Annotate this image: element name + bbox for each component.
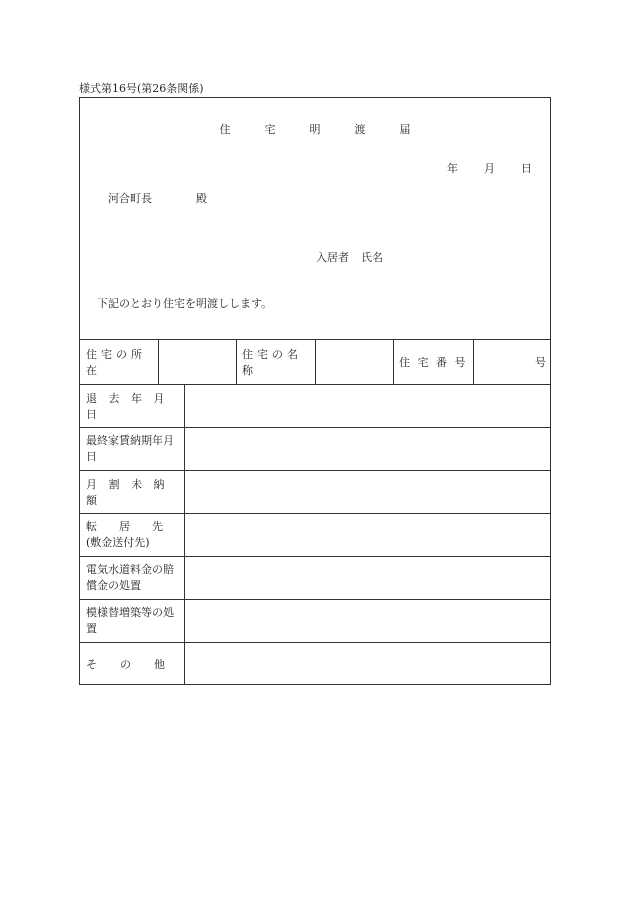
resident-line: [316, 249, 383, 265]
renovation-handling-input[interactable]: [185, 599, 552, 642]
divider: [236, 339, 237, 384]
renovation-handling-label: 模様替増築等の処置: [86, 605, 174, 635]
move-out-date-input[interactable]: [185, 384, 552, 427]
unpaid-amount-input[interactable]: [185, 470, 552, 513]
date-line: [421, 160, 532, 176]
housing-name-label: 住宅の名称: [242, 347, 302, 377]
housing-name-input[interactable]: [316, 339, 393, 384]
date-day: 日: [521, 162, 532, 175]
forwarding-address-label: 転 居 先(敷金送付先): [86, 519, 163, 549]
housing-number-suffix: 号: [535, 355, 546, 369]
form-number: 様式第16号(第26条関係): [79, 82, 204, 95]
addressee-honorific: 殿: [196, 192, 207, 205]
resident-label: 入居者: [316, 251, 349, 264]
forwarding-address-input[interactable]: [185, 513, 552, 556]
move-out-date-label: 退 去 年 月 日: [86, 391, 169, 421]
addressee: [108, 190, 207, 206]
other-label: そ の 他: [86, 657, 171, 671]
title-char: 住: [219, 123, 231, 136]
final-rent-date-input[interactable]: [185, 427, 552, 470]
notice-form: [79, 97, 551, 685]
other-input[interactable]: [185, 642, 552, 685]
housing-number-label: 住 宅 番 号: [399, 355, 468, 369]
utility-compensation-input[interactable]: [185, 556, 552, 599]
statement: 下記のとおり住宅を明渡しします。: [97, 297, 273, 310]
utility-compensation-label: 電気水道料金の賠償金の処置: [86, 562, 174, 592]
location-input[interactable]: [159, 339, 236, 384]
date-year: 年: [447, 162, 458, 175]
divider: [393, 339, 394, 384]
form-title: [80, 121, 550, 137]
location-label: 住宅の所在: [86, 347, 146, 377]
date-month: 月: [484, 162, 495, 175]
title-char: 届: [399, 123, 411, 136]
addressee-name: 河合町長: [108, 192, 152, 205]
title-char: 宅: [264, 123, 276, 136]
title-char: 渡: [354, 123, 366, 136]
title-char: 明: [309, 123, 321, 136]
unpaid-amount-label: 月 割 未 納 額: [86, 477, 169, 507]
final-rent-date-label: 最終家賃納期年月日: [86, 433, 174, 463]
resident-name-label: 氏名: [361, 251, 383, 264]
